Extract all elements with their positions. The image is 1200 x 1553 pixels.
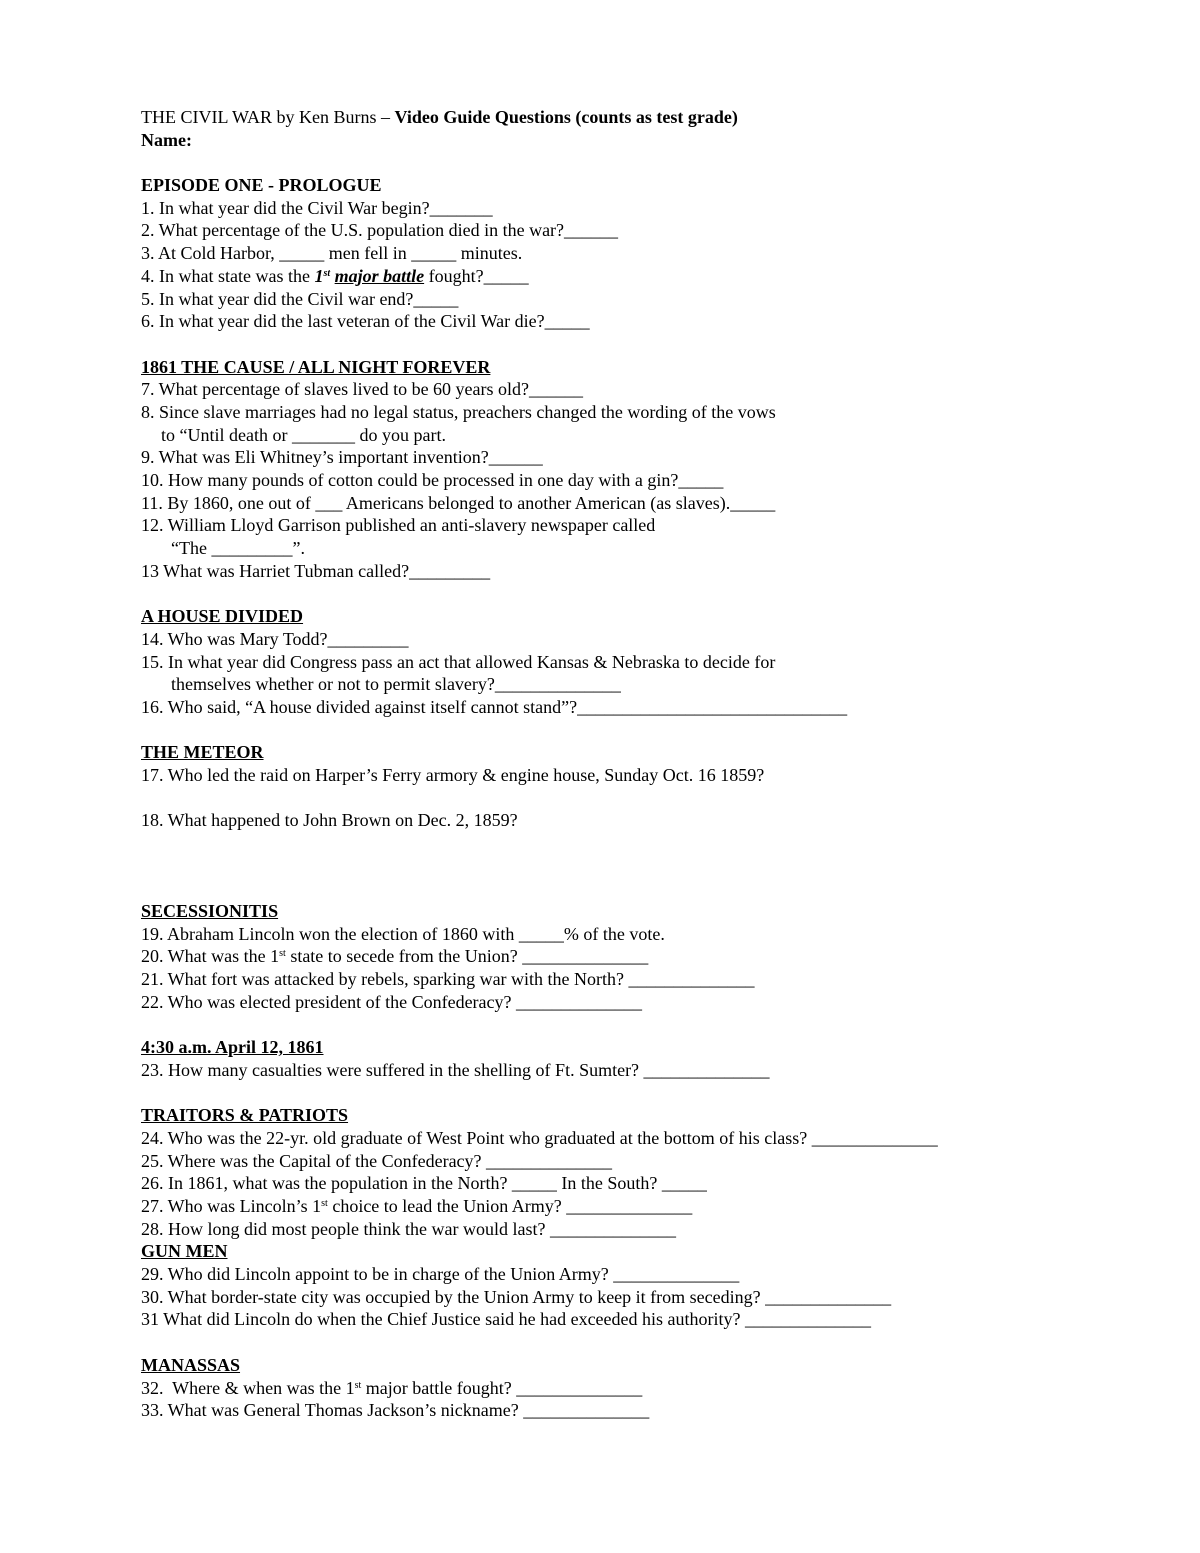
question-22: 22. Who was elected president of the Confederacy? ______________ xyxy=(141,991,643,1012)
question-20-end: state to secede from the Union? ______________ xyxy=(285,946,649,967)
question-20-sup: st xyxy=(279,948,286,960)
section-heading-cause: 1861 THE CAUSE / ALL NIGHT FOREVER xyxy=(141,356,491,377)
question-14: 14. Who was Mary Todd?_________ xyxy=(141,628,409,649)
question-32 xyxy=(141,1377,1141,1400)
title-subtitle: Video Guide Questions (counts as test grade) xyxy=(394,107,738,127)
question-20 xyxy=(141,945,1141,968)
name-label: Name: xyxy=(141,129,192,150)
question-27-text: 27. Who was Lincoln’s 1 xyxy=(141,1196,322,1216)
question-4-text: 4. In what state was the xyxy=(141,265,315,286)
section-heading-april-12: 4:30 a.m. April 12, 1861 xyxy=(141,1037,324,1058)
section-heading-gun-men: GUN MEN xyxy=(141,1241,228,1262)
question-25: 25. Where was the Capital of the Confederacy? ______________ xyxy=(141,1150,613,1171)
question-4-emphasis: major battle xyxy=(334,265,425,286)
question-4-ordinal: 1 xyxy=(314,265,324,286)
question-33: 33. What was General Thomas Jackson’s nickname? ______________ xyxy=(141,1400,650,1421)
question-23: 23. How many casualties were suffered in the shelling of Ft. Sumter? ______________ xyxy=(141,1059,770,1080)
question-11: 11. By 1860, one out of ___ Americans belonged to another American (as slaves)._____ xyxy=(141,492,776,513)
question-7: 7. What percentage of slaves lived to be 60 years old?______ xyxy=(141,379,584,400)
question-1: 1. In what year did the Civil War begin?_______ xyxy=(141,197,493,218)
question-30: 30. What border-state city was occupied by the Union Army to keep it from seceding? ______________ xyxy=(141,1286,892,1307)
question-31: 31 What did Lincoln do when the Chief Justice said he had exceeded his authority? ______________ xyxy=(141,1309,872,1330)
worksheet-page xyxy=(141,106,1141,1422)
section-heading-manassas: MANASSAS xyxy=(141,1354,241,1375)
title-main: THE CIVIL WAR xyxy=(141,107,272,127)
question-3: 3. At Cold Harbor, _____ men fell in _____ minutes. xyxy=(141,243,523,264)
question-27 xyxy=(141,1195,1141,1218)
question-12: 12. William Lloyd Garrison published an anti-slavery newspaper called xyxy=(141,515,656,536)
question-5: 5. In what year did the Civil war end?_____ xyxy=(141,288,459,309)
question-4-sup: st xyxy=(323,267,331,279)
question-8: 8. Since slave marriages had no legal status, preachers changed the wording of the vows xyxy=(141,401,776,422)
question-15-continued: themselves whether or not to permit slavery?______________ xyxy=(171,674,621,695)
question-20-text: 20. What was the 1 xyxy=(141,946,280,967)
question-4 xyxy=(141,265,1141,288)
question-6: 6. In what year did the last veteran of the Civil War die?_____ xyxy=(141,311,590,332)
question-21: 21. What fort was attacked by rebels, sparking war with the North? ______________ xyxy=(141,969,755,990)
question-10: 10. How many pounds of cotton could be processed in one day with a gin?_____ xyxy=(141,470,724,490)
question-28: 28. How long did most people think the war would last? ______________ xyxy=(141,1218,676,1239)
question-24: 24. Who was the 22-yr. old graduate of West Point who graduated at the bottom of his class? ______________ xyxy=(141,1127,938,1148)
question-27-sup: st xyxy=(321,1198,328,1209)
question-12-continued: “The _________”. xyxy=(171,538,305,559)
section-heading-meteor: THE METEOR xyxy=(141,742,264,763)
question-18: 18. What happened to John Brown on Dec. 2, 1859? xyxy=(141,810,518,831)
question-17: 17. Who led the raid on Harper’s Ferry armory & engine house, Sunday Oct. 16 1859? xyxy=(141,764,765,785)
question-15: 15. In what year did Congress pass an act that allowed Kansas & Nebraska to decide for xyxy=(141,651,776,672)
question-16: 16. Who said, “A house divided against itself cannot stand”?______________________________ xyxy=(141,696,848,717)
question-32-sup: st xyxy=(354,1379,362,1391)
question-32-end: major battle fought? ______________ xyxy=(361,1377,643,1398)
section-heading-traitors: TRAITORS & PATRIOTS xyxy=(141,1105,349,1126)
question-19: 19. Abraham Lincoln won the election of 1860 with _____% of the vote. xyxy=(141,923,665,944)
question-32-text: 32. Where & when was the 1 xyxy=(141,1377,355,1398)
question-4-end: fought?_____ xyxy=(424,265,529,286)
question-9: 9. What was Eli Whitney’s important invention?______ xyxy=(141,447,543,468)
section-heading-house-divided: A HOUSE DIVIDED xyxy=(141,606,304,627)
question-2: 2. What percentage of the U.S. population died in the war?______ xyxy=(141,220,619,241)
section-heading-prologue: EPISODE ONE - PROLOGUE xyxy=(141,175,382,196)
question-29: 29. Who did Lincoln appoint to be in charge of the Union Army? ______________ xyxy=(141,1264,740,1285)
document-title xyxy=(141,106,1141,129)
question-8-continued: to “Until death or _______ do you part. xyxy=(161,424,446,445)
title-author: by Ken Burns – xyxy=(271,107,395,127)
question-26: 26. In 1861, what was the population in the North? _____ In the South? _____ xyxy=(141,1173,707,1194)
question-27-end: choice to lead the Union Army? ______________ xyxy=(327,1196,693,1216)
section-heading-secessionitis: SECESSIONITIS xyxy=(141,901,279,922)
question-13: 13 What was Harriet Tubman called?_________ xyxy=(141,560,491,581)
